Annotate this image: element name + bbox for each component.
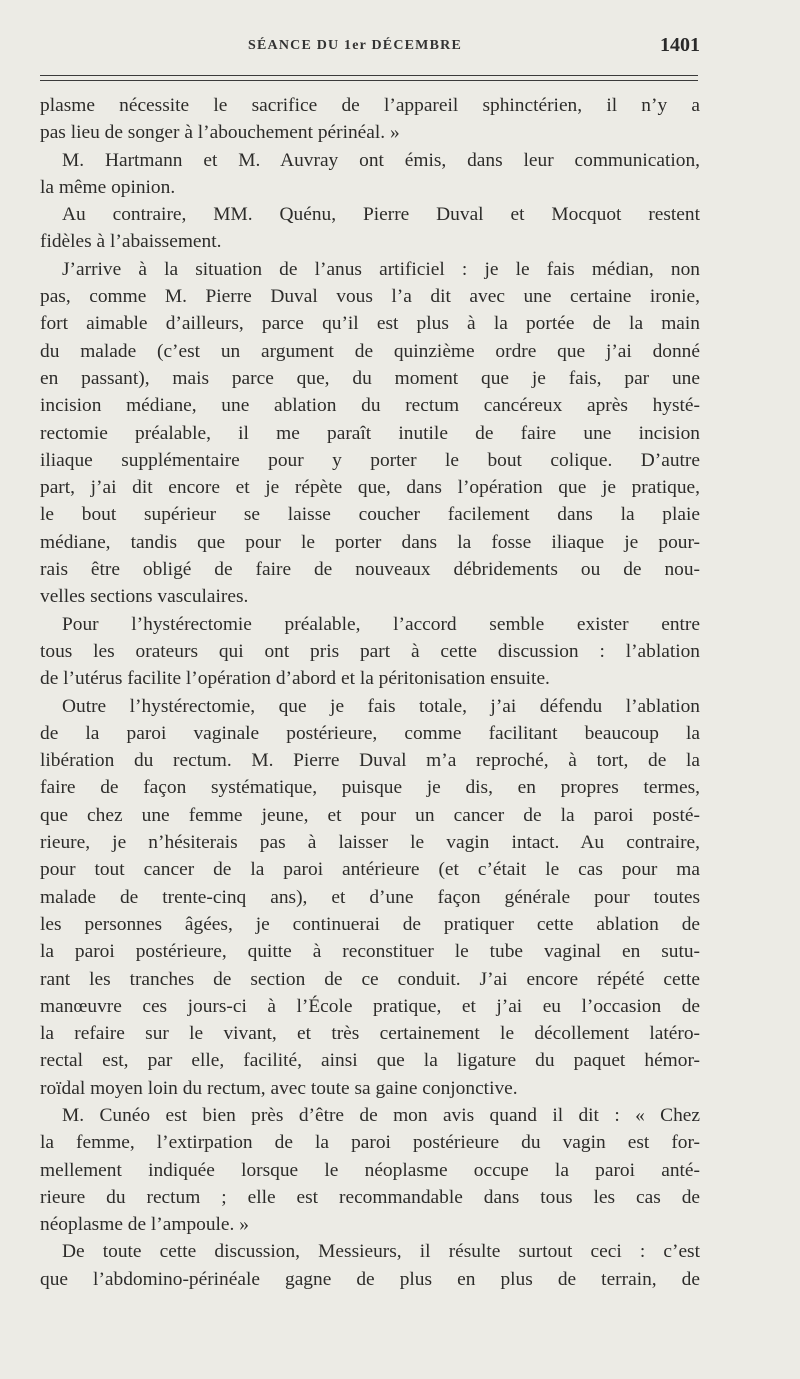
- text-line: de la paroi vaginale postérieure, comme facilitant beaucoup la: [40, 722, 700, 744]
- text-line: rant les tranches de section de ce conduit. J’ai encore répété cette: [40, 968, 700, 990]
- text-line: Au contraire, MM. Quénu, Pierre Duval et Mocquot restent: [62, 204, 700, 226]
- text-line: du malade (c’est un argument de quinzième ordre que j’ai donné: [40, 340, 700, 362]
- text-line: M. Cunéo est bien près d’être de mon avis quand il dit : « Chez: [62, 1104, 700, 1126]
- text-line: De toute cette discussion, Messieurs, il résulte surtout ceci : c’est: [62, 1241, 700, 1263]
- text-line: velles sections vasculaires.: [40, 586, 249, 608]
- text-line: rectomie préalable, il me paraît inutile de faire une incision: [40, 422, 700, 444]
- text-line: pour tout cancer de la paroi antérieure (et c’était le cas pour ma: [40, 859, 700, 881]
- text-line: libération du rectum. M. Pierre Duval m’a reproché, à tort, de la: [40, 750, 700, 772]
- text-line: pas, comme M. Pierre Duval vous l’a dit avec une certaine ironie,: [40, 286, 700, 308]
- text-line: roïdal moyen loin du rectum, avec toute sa gaine conjonctive.: [40, 1077, 518, 1099]
- text-line: la femme, l’extirpation de la paroi postérieure du vagin est for-: [40, 1132, 700, 1154]
- text-line: médiane, tandis que pour le porter dans la fosse iliaque je pour-: [40, 531, 700, 553]
- text-line: la refaire sur le vivant, et très certainement le décollement latéro-: [40, 1023, 700, 1045]
- text-line: fidèles à l’abaissement.: [40, 231, 222, 253]
- text-line: rectal est, par elle, facilité, ainsi que la ligature du paquet hémor-: [40, 1050, 700, 1072]
- text-line: rais être obligé de faire de nouveaux débridements ou de nou-: [40, 559, 700, 581]
- text-line: Outre l’hystérectomie, que je fais totale, j’ai défendu l’ablation: [62, 695, 700, 717]
- page-number: 1401: [660, 34, 700, 56]
- text-line: manœuvre ces jours-ci à l’École pratique, et j’ai eu l’occasion de: [40, 995, 700, 1017]
- text-line: malade de trente-cinq ans), et d’une façon générale pour toutes: [40, 886, 700, 908]
- text-line: rieure, je n’hésiterais pas à laisser le vagin intact. Au contraire,: [40, 832, 700, 854]
- running-header: [40, 36, 700, 60]
- text-line: iliaque supplémentaire pour y porter le bout colique. D’autre: [40, 449, 700, 471]
- text-line: que chez une femme jeune, et pour un cancer de la paroi posté-: [40, 804, 700, 826]
- text-line: mellement indiquée lorsque le néoplasme occupe la paroi anté-: [40, 1159, 700, 1181]
- header-rule: [40, 75, 698, 76]
- text-line: la même opinion.: [40, 176, 176, 198]
- text-line: Pour l’hystérectomie préalable, l’accord semble exister entre: [62, 613, 700, 635]
- text-line: faire de façon systématique, puisque je dis, en propres termes,: [40, 777, 700, 799]
- text-line: en passant), mais parce que, du moment que je fais, par une: [40, 367, 700, 389]
- text-line: pas lieu de songer à l’abouchement périnéal. »: [40, 122, 400, 144]
- text-line: les personnes âgées, je continuerai de pratiquer cette ablation de: [40, 913, 700, 935]
- text-line: tous les orateurs qui ont pris part à cette discussion : l’ablation: [40, 640, 700, 662]
- text-line: incision médiane, une ablation du rectum cancéreux après hysté-: [40, 395, 700, 417]
- text-line: de l’utérus facilite l’opération d’abord et la péritonisation ensuite.: [40, 668, 550, 690]
- header-rule-thin: [40, 80, 698, 81]
- header-title: SÉANCE DU 1er DÉCEMBRE: [248, 38, 462, 53]
- text-line: rieure du rectum ; elle est recommandable dans tous les cas de: [40, 1186, 700, 1208]
- body-text: [40, 92, 700, 1293]
- text-line: M. Hartmann et M. Auvray ont émis, dans leur communication,: [62, 149, 700, 171]
- text-line: J’arrive à la situation de l’anus artificiel : je le fais médian, non: [62, 258, 700, 280]
- text-line: néoplasme de l’ampoule. »: [40, 1214, 249, 1236]
- text-line: le bout supérieur se laisse coucher facilement dans la plaie: [40, 504, 700, 526]
- text-line: la paroi postérieure, quitte à reconstituer le tube vaginal en sutu-: [40, 941, 700, 963]
- text-line: que l’abdomino-périnéale gagne de plus en plus de terrain, de: [40, 1268, 700, 1290]
- text-line: plasme nécessite le sacrifice de l’appareil sphinctérien, il n’y a: [40, 95, 700, 116]
- text-line: fort aimable d’ailleurs, parce qu’il est plus à la portée de la main: [40, 313, 700, 335]
- text-line: part, j’ai dit encore et je répète que, dans l’opération que je pratique,: [40, 477, 700, 499]
